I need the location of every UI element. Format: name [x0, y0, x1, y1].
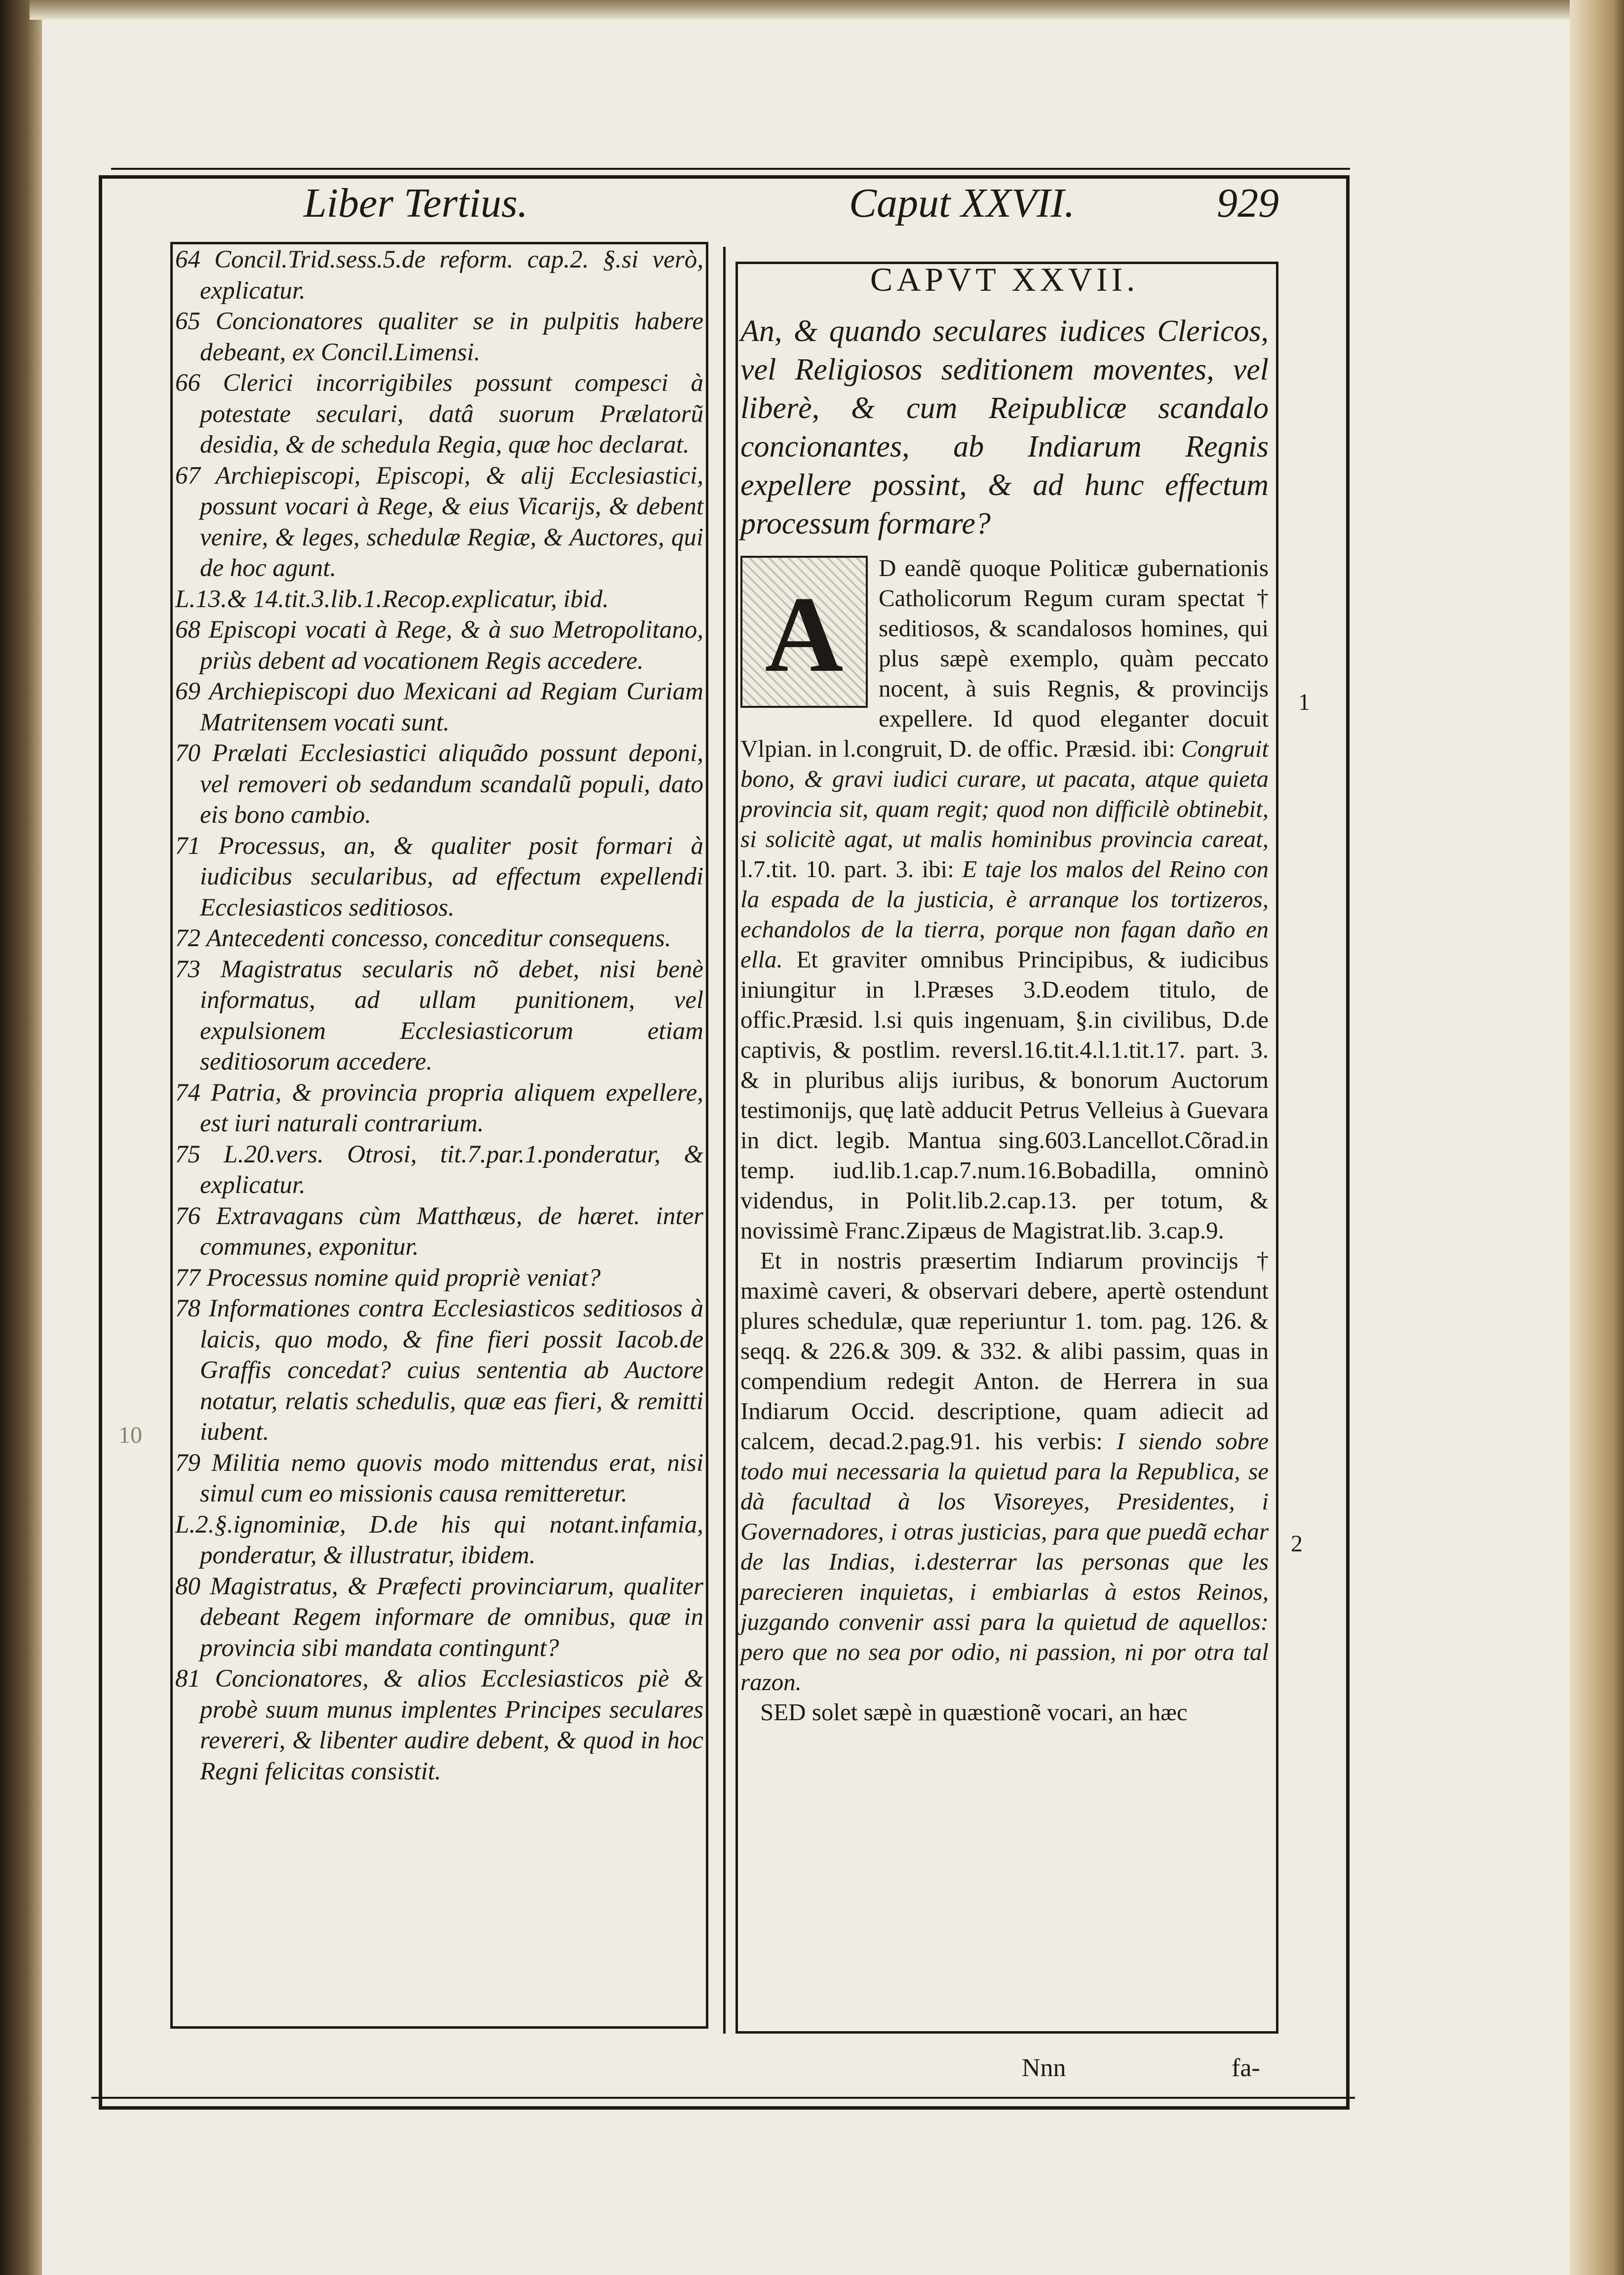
index-entry: 78 Informationes contra Ecclesiasticos seditiosos à laicis, quo modo, & fine fieri possit Iacob.de Graffis concedat? cuius sententia ab Auctore notatur, relatis schedulis, quæ eas fieri, & remitti iubent. [175, 1295, 703, 1446]
para1-quote-1: Congruit bono, & gravi iudici curare, ut pacata, atque quieta provincia sit, quam regit; quod non difficilè obtinebit, si solicitè agat, ut malis hominibus provincia careat, [740, 735, 1269, 852]
initial-letter: A [765, 574, 844, 694]
index-entry: 66 Clerici incorrigibiles possunt compesci à potestate seculari, datâ suorum Prælatorũ desidia, & de schedula Regia, quæ hoc declarat. [175, 369, 703, 459]
index-entry: 72 Antecedenti concesso, conceditur consequens. [175, 925, 671, 952]
index-entry: 80 Magistratus, & Præfecti provinciarum, qualiter debeant Regem informare de omnibus, quæ in provincia sibi mandata contingunt? [175, 1572, 703, 1662]
running-head-left: Liber Tertius. [304, 180, 528, 226]
para1-quote-2: E taje los malos del Reino con la espada de la justicia, è arranque los tortizeros, echandolos de la tierra, porque non fagan daño en ella. [740, 855, 1269, 973]
chapter-heading: CAPVT XXVII. [870, 261, 1139, 298]
para2-text-a: Et in nostris præsertim Indiarum provincijs † maximè caveri, & observari debere, apertè ostendunt plures schedulæ, quæ reperiuntur 1. tom. pag. 126. & seqq. & 226.& 309. & 332. & alibi passim, quas in compendium redegit Anton. de Herrera in sua Indiarum Occid. descriptione, quam adiecit ad calcem, decad.2.pag.91. his verbis: [740, 1247, 1269, 1455]
chapter-paragraph-1 [740, 553, 1269, 1245]
index-entry: 76 Extravagans cùm Matthæus, de hæret. inter communes, exponitur. [175, 1202, 703, 1261]
margin-note-2: 2 [1291, 1531, 1303, 1557]
catchword: fa- [1232, 2054, 1260, 2082]
page-fore-edge [1570, 0, 1624, 2275]
para2-quote: I siendo sobre todo mui necessaria la quietud para la Republica, se dà facultad à los Visoreyes, Presidentes, i Governadores, i otras justicias, para que puedã echar de las Indias, i.desterrar las personas que les parecieren inquietas, i embiarlas à estos Reinos, juzgando convenir assi para la quietud de aquellos: pero que no sea por odio, ni passion, ni por otra tal razon. [740, 1427, 1269, 1696]
index-entry: 73 Magistratus secularis nõ debet, nisi benè informatus, ad ullam punitionem, vel expulsionem Ecclesiasticorum etiam seditiosorum accedere. [175, 955, 703, 1076]
index-entry: 74 Patria, & provincia propria aliquem expellere, est iuri naturali contrarium. [175, 1079, 703, 1137]
chapter-paragraph-2 [740, 1245, 1269, 1697]
index-entry: L.13.& 14.tit.3.lib.1.Recop.explicatur, ibid. [175, 585, 609, 613]
index-entry: 65 Concionatores qualiter se in pulpitis habere debeant, ex Concil.Limensi. [175, 308, 703, 366]
index-entry: 69 Archiepiscopi duo Mexicani ad Regiam Curiam Matritensem vocati sunt. [175, 678, 703, 736]
header-rule [111, 168, 1350, 170]
para1-text-b: l.7.tit. 10. part. 3. ibi: [740, 855, 954, 883]
index-entry: L.2.§.ignominiæ, D.de his qui notant.infamia, ponderatur, & illustratur, ibidem. [175, 1510, 703, 1569]
page-number: 929 [1217, 180, 1279, 226]
para1-text-a: D eandẽ quoque Politicæ gubernationis Catholicorum Regum curam spectat † seditiosos, & scandalosos homines, qui plus sæpè exemplo, quàm peccato nocent, à suis Regnis, & provincijs expellere. Id quod eleganter docuit Vlpian. in l.congruit, D. de offic. Præsid. ibi: [740, 554, 1269, 762]
index-entry: 79 Militia nemo quovis modo mittendus erat, nisi simul cum eo missionis causa remitteretur. [175, 1449, 703, 1507]
margin-note-1: 1 [1298, 689, 1310, 715]
index-entry: 81 Concionatores, & alios Ecclesiasticos piè & probè suum munus implentes Principes seculares revereri, & libenter audire debent, & quod in hoc Regni felicitas consistit. [175, 1665, 703, 1785]
column-divider [723, 247, 726, 2034]
chapter-paragraph-3: SED solet sæpè in quæstionẽ vocari, an hæc [760, 1698, 1188, 1726]
index-entry: 75 L.20.vers. Otrosi, tit.7.par.1.ponderatur, & explicatur. [175, 1140, 703, 1199]
chapter-question: An, & quando seculares iudices Clericos, vel Religiosos seditionem moventes, vel liberè, & cum Reipublicæ scandalo concionantes, ab Indiarum Regnis expellere possint, & ad hunc effectum processum formare? [740, 314, 1269, 540]
signature-mark: Nnn [1022, 2054, 1066, 2082]
footer-rule [91, 2097, 1355, 2099]
page-top-edge [30, 0, 1580, 20]
book-binding [0, 0, 44, 2275]
decorated-initial [740, 556, 868, 708]
index-entry: 68 Episcopi vocati à Rege, & à suo Metropolitano, priùs debent ad vocationem Regis accedere. [175, 616, 703, 675]
chapter-column [740, 257, 1269, 1727]
index-entry: 64 Concil.Trid.sess.5.de reform. cap.2. §.si verò, explicatur. [175, 246, 703, 305]
index-entry: 71 Processus, an, & qualiter posit formari à iudicibus secularibus, ad effectum expellendi Ecclesiasticos seditiosos. [175, 832, 703, 922]
index-entries [175, 244, 703, 1787]
margin-note-3: 10 [118, 1422, 142, 1448]
index-entry: 70 Prælati Ecclesiastici aliquãdo possunt deponi, vel removeri ob sedandum scandalũ populi, dato eis bono cambio. [175, 739, 703, 829]
index-entry: 67 Archiepiscopi, Episcopi, & alij Ecclesiastici, possunt vocari à Rege, & eius Vicarijs, & debent venire, & leges, schedulæ Regiæ, & Auctores, qui de hoc agunt. [175, 462, 703, 582]
running-head-center: Caput XXVII. [849, 180, 1075, 226]
para1-text-c: Et graviter omnibus Principibus, & iudicibus iniungitur in l.Præses 3.D.eodem titulo, de offic.Præsid. l.si quis ingenuam, §.in civilibus, D.de captivis, & postlim. reversl.16.tit.4.l.1.tit.17. part. 3. & in pluribus alijs iuribus, & bonorum Auctorum testimonijs, quę latè adducit Petrus Velleius à Guevara in dict. legib. Mantua sing.603.Lancellot.Cõrad.in temp. iud.lib.1.cap.7.num.16.Bobadilla, omninò videndus, in Polit.lib.2.cap.13. per totum, & novissimè Franc.Zipæus de Magistrat.lib. 3.cap.9. [740, 946, 1269, 1244]
index-entry: 77 Processus nomine quid propriè veniat? [175, 1264, 601, 1292]
